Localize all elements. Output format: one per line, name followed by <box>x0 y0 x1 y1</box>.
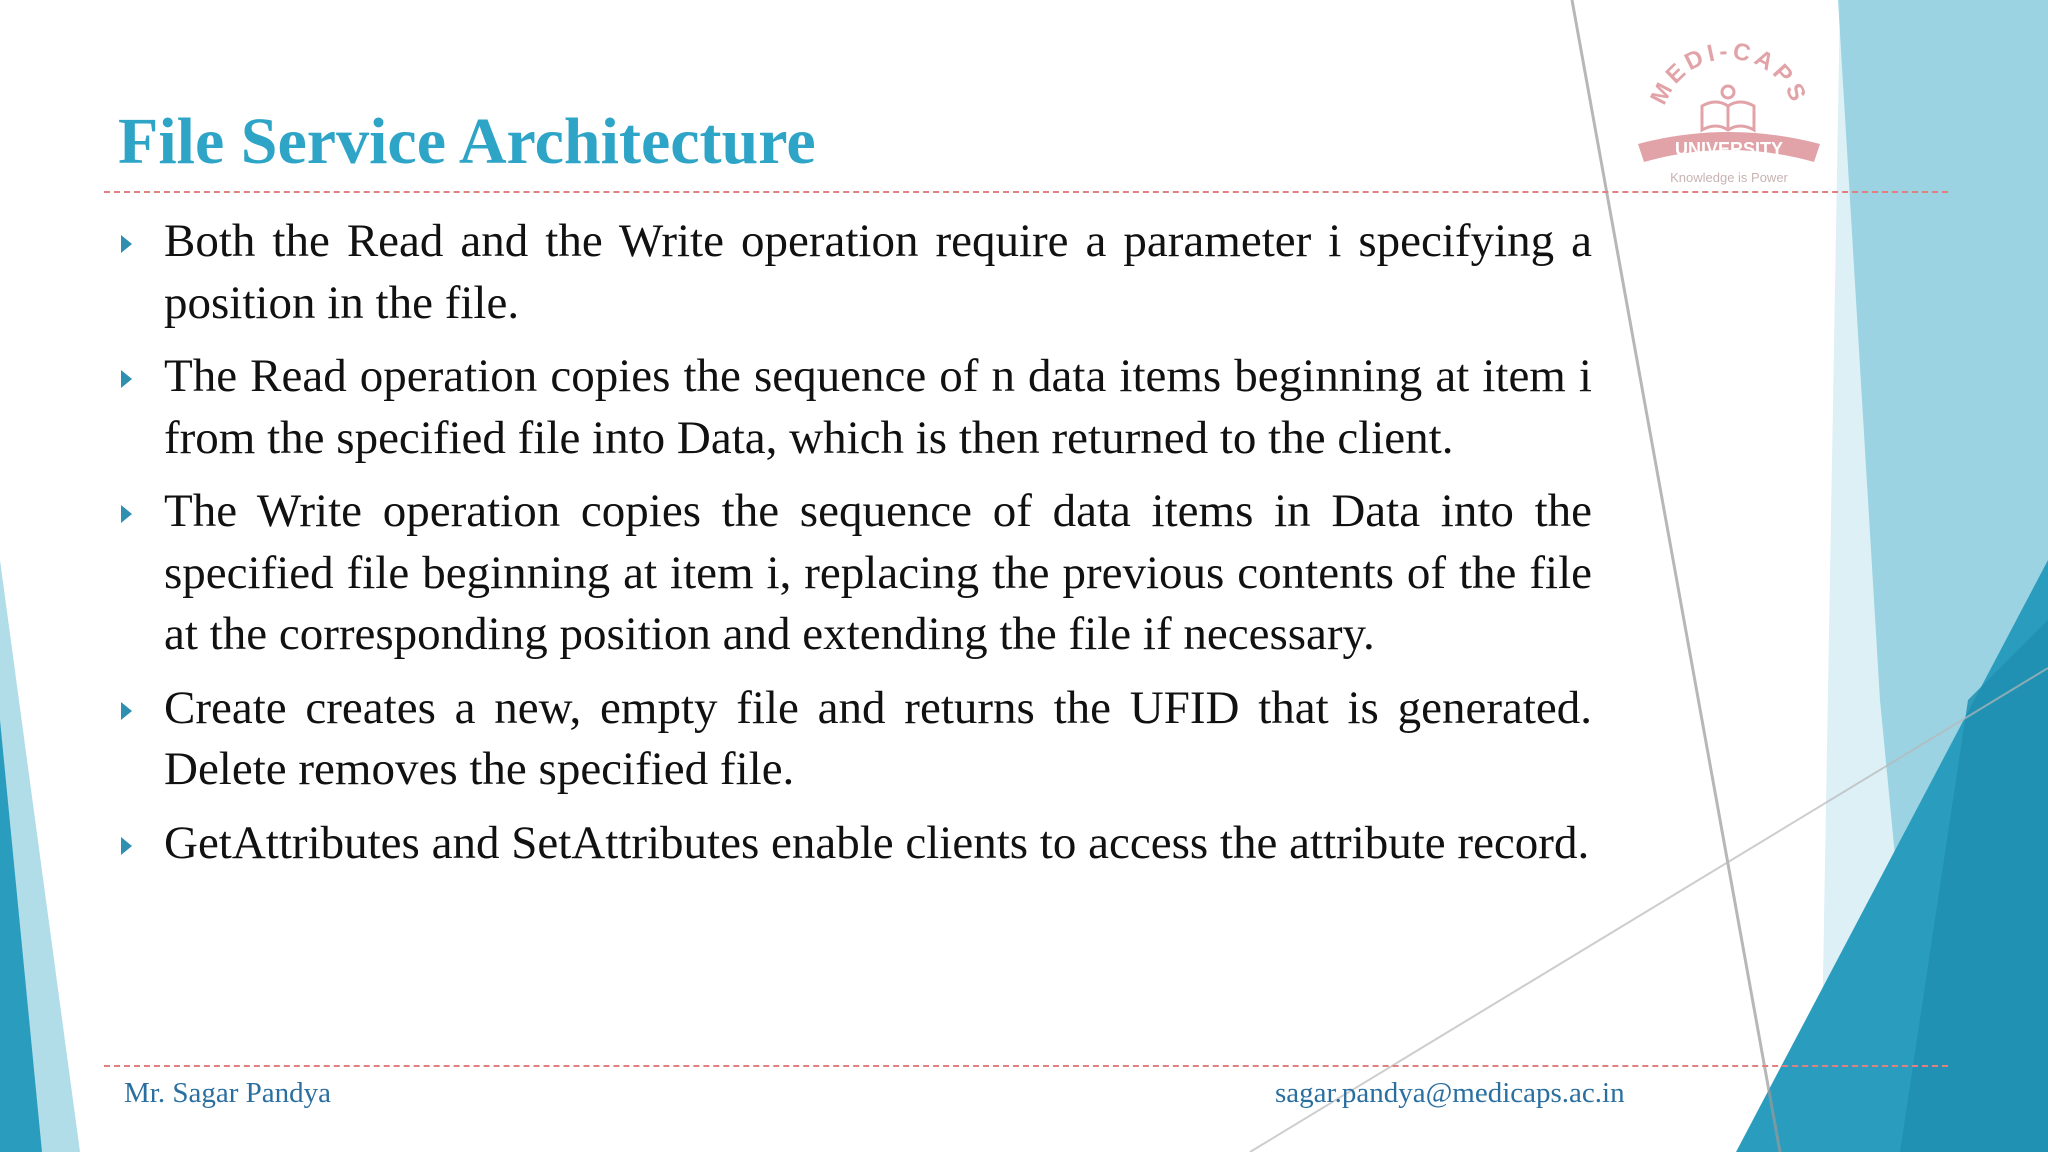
bullet-item <box>112 211 1592 334</box>
footer-divider <box>104 1065 1948 1067</box>
bullet-arrow-icon <box>121 370 132 388</box>
bullet-text: GetAttributes and SetAttributes enable clients to access the attribute record. <box>164 816 1590 869</box>
slide-title: File Service Architecture <box>118 105 816 178</box>
bullet-text: The Write operation copies the sequence of data items in Data into the specified file beginning at item i, replacing the previous contents of the file at the corresponding position and extending the file if necessary. <box>164 485 1592 660</box>
svg-text:Knowledge is Power: Knowledge is Power <box>1670 170 1788 185</box>
bullet-arrow-icon <box>121 837 132 855</box>
bullet-arrow-icon <box>121 235 132 253</box>
bullet-text: The Read operation copies the sequence of n data items beginning at item i from the specified file into Data, which is then returned to the client. <box>164 350 1592 464</box>
university-logo <box>1624 34 1834 192</box>
footer-email: sagar.pandya@medicaps.ac.in <box>1275 1077 1625 1109</box>
bullet-text: Create creates a new, empty file and returns the UFID that is generated. Delete removes the specified file. <box>164 681 1592 795</box>
bullet-item <box>112 813 1592 875</box>
bullet-text: Both the Read and the Write operation require a parameter i specifying a position in the file. <box>164 215 1592 329</box>
title-divider <box>104 191 1948 193</box>
bullet-item <box>112 346 1592 469</box>
bullet-arrow-icon <box>121 505 132 523</box>
svg-text:UNIVERSITY: UNIVERSITY <box>1674 139 1784 159</box>
bullet-item <box>112 678 1592 801</box>
bullet-arrow-icon <box>121 702 132 720</box>
bullet-item <box>112 481 1592 666</box>
bullet-list <box>112 211 1592 886</box>
svg-text:MEDI-CAPS: MEDI-CAPS <box>1645 37 1813 109</box>
footer-author: Mr. Sagar Pandya <box>124 1077 331 1109</box>
